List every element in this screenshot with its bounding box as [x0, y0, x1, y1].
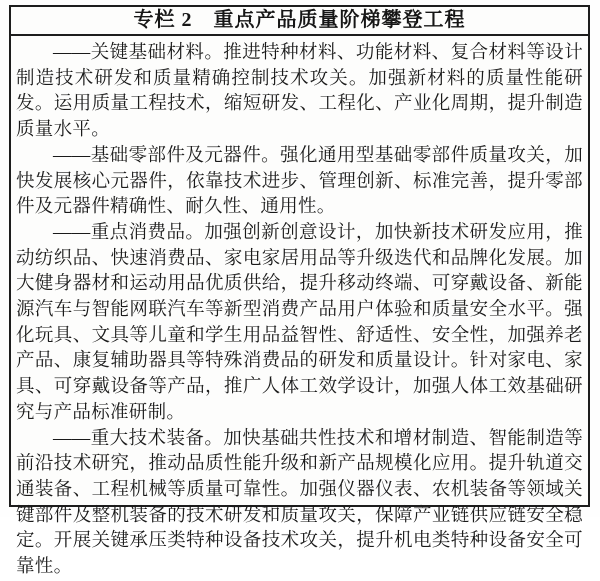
- column-box: [9, 5, 590, 578]
- paragraph-major-technical-equipment: ——重大技术装备。加快基础共性技术和增材制造、智能制造等前沿技术研究，推动品质性能升级和新产品规模化应用。提升轨道交通装备、工程机械等质量可靠性。加强仪器仪表、农机装备等领域关键部件及整机装备的技术研发和质量攻关，保障产业链供应链安全稳定。开展关键承压类特种设备技术攻关，提升机电类特种设备安全可靠性。: [16, 428, 583, 578]
- box-title: 专栏 2 重点产品质量阶梯攀登工程: [11, 7, 588, 36]
- paragraph-basic-parts-components: ——基础零部件及元器件。强化通用型基础零部件质量攻关，加快发展核心元器件，依靠技术进步、管理创新、标准完善，提升零部件及元器件精确性、耐久性、通用性。: [16, 145, 583, 218]
- box-body: [11, 36, 588, 581]
- paragraph-key-consumer-goods: ——重点消费品。加强创新创意设计，加快新技术研发应用，推动纺织品、快速消费品、家电家居用品等升级迭代和品牌化发展。加大健身器材和运动用品优质供给，提升移动终端、可穿戴设备、新能源汽车与智能网联汽车等新型消费产品用户体验和质量安全水平。强化玩具、文具等儿童和学生用品益智性、舒适性、安全性，加强养老产品、康复辅助器具等特殊消费品的研发和质量设计。针对家电、家具、可穿戴设备等产品，推广人体工效学设计，加强人体工效基础研究与产品标准研制。: [16, 222, 583, 423]
- paragraph-key-basic-materials: ——关键基础材料。推进特种材料、功能材料、复合材料等设计制造技术研发和质量精确控制技术攻关。加强新材料的质量性能研发。运用质量工程技术，缩短研发、工程化、产业化周期，提升制造质量水平。: [16, 43, 583, 141]
